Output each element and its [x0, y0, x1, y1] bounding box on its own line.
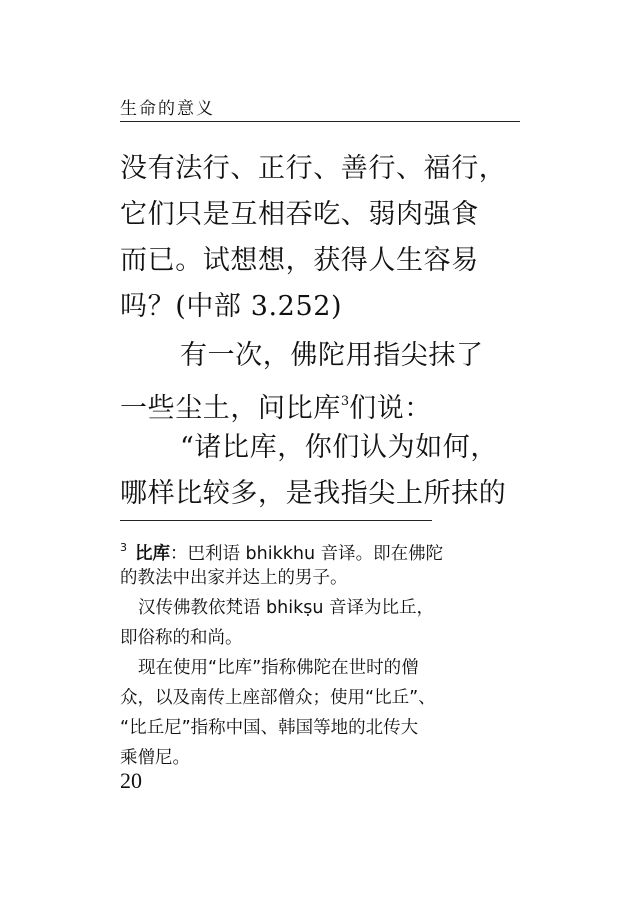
body-line — [120, 379, 520, 425]
footnote-line: 众，以及南传上座部僧众；使用“比丘”、 — [120, 688, 436, 708]
footnote-number: 3 — [120, 541, 127, 554]
footnote-line: “比丘尼”指称中国、韩国等地的北传大 — [120, 718, 419, 738]
body-line: 吗？(中部 3.252) — [120, 291, 343, 322]
main-text-paragraph-2 — [120, 333, 520, 517]
footnote — [120, 533, 522, 773]
footnote-rule — [120, 520, 432, 521]
running-header-title: 生命的意义 — [120, 99, 215, 119]
page-number: 20 — [120, 768, 142, 793]
body-line: 而已。试想想，获得人生容易 — [120, 245, 479, 276]
footnote-line: 的教法中出家并达上的男子。 — [120, 568, 348, 588]
body-line: 有一次，佛陀用指尖抹了 — [180, 340, 484, 371]
body-line-segment: 们说： — [349, 393, 432, 424]
footnote-line — [120, 533, 522, 563]
footnote-line: 现在使用“比库”指称佛陀在世时的僧 — [138, 658, 419, 678]
footnote-text: ：巴利语 bhikkhu 音译。即在佛陀 — [170, 544, 444, 564]
footnote-reference: 3 — [340, 394, 350, 409]
footnote-line: 乘僧尼。 — [120, 748, 190, 768]
main-text — [120, 146, 520, 330]
body-line: 它们只是互相吞吃、弱肉强食 — [120, 199, 479, 230]
header-rule — [120, 121, 520, 122]
body-line-segment: 一些尘土，问比库 — [120, 393, 341, 424]
body-line: 没有法行、正行、善行、福行， — [120, 153, 507, 184]
body-line: “诸比库，你们认为如何， — [180, 432, 499, 463]
footnote-line: 即俗称的和尚。 — [120, 628, 243, 648]
footnote-line: 汉传佛教依梵语 bhikṣu 音译为比丘， — [138, 598, 435, 618]
footnote-term: 比库 — [135, 544, 170, 564]
body-line: 哪样比较多，是我指尖上所抹的 — [120, 478, 507, 509]
